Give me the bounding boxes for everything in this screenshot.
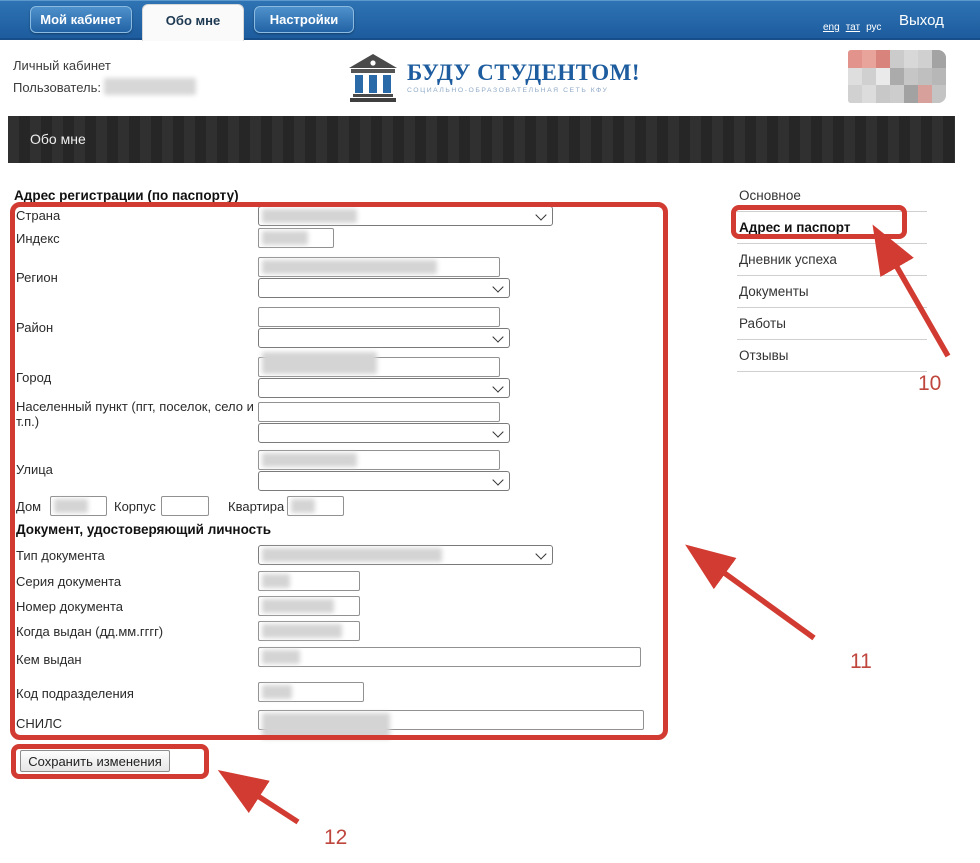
doc-number-input[interactable] bbox=[258, 596, 360, 616]
address-heading: Адрес регистрации (по паспорту) bbox=[14, 188, 239, 203]
chevron-down-icon bbox=[535, 209, 546, 220]
apartment-input[interactable] bbox=[287, 496, 344, 516]
redacted-value bbox=[262, 713, 390, 739]
sidebar-menu bbox=[737, 180, 927, 372]
building-label: Корпус bbox=[114, 499, 156, 514]
redacted-value bbox=[262, 352, 377, 374]
avatar-pixel bbox=[918, 50, 932, 68]
snils-label: СНИЛС bbox=[16, 716, 63, 731]
avatar-pixel bbox=[904, 85, 918, 103]
settlement-label: Населенный пункт (пгт, поселок, село и т.п.) bbox=[16, 399, 254, 429]
avatar-pixel bbox=[890, 85, 904, 103]
sidebar-item-reviews[interactable]: Отзывы bbox=[737, 340, 927, 372]
avatar-pixel bbox=[848, 50, 862, 68]
street-label: Улица bbox=[16, 462, 53, 477]
avatar-pixel bbox=[876, 85, 890, 103]
chevron-down-icon bbox=[492, 474, 503, 485]
district-label: Район bbox=[16, 320, 54, 335]
city-label: Город bbox=[16, 370, 52, 385]
site-logo[interactable] bbox=[347, 52, 640, 102]
redacted-value bbox=[262, 574, 290, 588]
redacted-username bbox=[104, 78, 196, 95]
avatar-pixel bbox=[848, 68, 862, 86]
avatar-pixel bbox=[862, 68, 876, 86]
tab-settings[interactable]: Настройки bbox=[254, 6, 354, 33]
save-button[interactable]: Сохранить изменения bbox=[20, 750, 170, 772]
section-title: Обо мне bbox=[30, 131, 86, 147]
postal-index-input[interactable] bbox=[258, 228, 334, 248]
chevron-down-icon bbox=[492, 281, 503, 292]
region-label: Регион bbox=[16, 270, 58, 285]
redacted-value bbox=[262, 650, 300, 664]
avatar-pixel bbox=[862, 50, 876, 68]
logo-subtitle: СОЦИАЛЬНО-ОБРАЗОВАТЕЛЬНАЯ СЕТЬ КФУ bbox=[407, 86, 609, 94]
avatar-pixel bbox=[876, 68, 890, 86]
district-input[interactable] bbox=[258, 307, 500, 327]
chevron-down-icon bbox=[535, 548, 546, 559]
doc-issued-by-input[interactable] bbox=[258, 647, 641, 667]
redacted-value bbox=[262, 260, 437, 274]
sidebar-item-works[interactable]: Работы bbox=[737, 308, 927, 340]
chevron-down-icon bbox=[492, 426, 503, 437]
doc-issue-date-input[interactable] bbox=[258, 621, 360, 641]
doc-type-label: Тип документа bbox=[16, 548, 105, 563]
redacted-value bbox=[262, 599, 334, 613]
lang-link-eng[interactable]: eng bbox=[823, 22, 840, 33]
avatar-pixel bbox=[890, 68, 904, 86]
redacted-value bbox=[291, 499, 315, 513]
avatar-pixel bbox=[904, 68, 918, 86]
country-label: Страна bbox=[16, 208, 61, 223]
sidebar-item-documents[interactable]: Документы bbox=[737, 276, 927, 308]
lang-link-tat[interactable]: тат bbox=[845, 22, 861, 33]
settlement-select[interactable] bbox=[258, 423, 510, 443]
section-bar bbox=[8, 116, 955, 163]
logo-title: БУДУ СТУДЕНТОМ! bbox=[407, 59, 641, 85]
house-label: Дом bbox=[16, 499, 42, 514]
avatar-pixel bbox=[918, 68, 932, 86]
redacted-value bbox=[54, 499, 88, 513]
redacted-value bbox=[262, 453, 357, 467]
sidebar-item-main[interactable]: Основное bbox=[737, 180, 927, 212]
logout-link[interactable]: Выход bbox=[899, 12, 944, 29]
university-building-icon bbox=[347, 52, 399, 102]
avatar-pixel bbox=[876, 50, 890, 68]
language-switcher bbox=[823, 22, 887, 33]
sidebar-item-address-passport[interactable]: Адрес и паспорт bbox=[737, 212, 927, 244]
avatar-pixel bbox=[932, 50, 946, 68]
avatar[interactable] bbox=[848, 50, 946, 103]
doc-unit-code-label: Код подразделения bbox=[16, 686, 134, 701]
redacted-value bbox=[262, 685, 292, 699]
sidebar-item-success-diary[interactable]: Дневник успеха bbox=[737, 244, 927, 276]
avatar-pixel bbox=[848, 85, 862, 103]
redacted-value bbox=[262, 209, 357, 223]
city-input[interactable] bbox=[258, 357, 500, 377]
doc-unit-code-input[interactable] bbox=[258, 682, 364, 702]
apartment-label: Квартира bbox=[228, 499, 285, 514]
doc-issued-by-label: Кем выдан bbox=[16, 652, 82, 667]
doc-issue-date-label: Когда выдан (дд.мм.гггг) bbox=[16, 624, 164, 639]
city-select[interactable] bbox=[258, 378, 510, 398]
region-select[interactable] bbox=[258, 278, 510, 298]
cabinet-label: Личный кабинет bbox=[13, 58, 111, 73]
snils-input[interactable] bbox=[258, 710, 644, 730]
top-navigation-bar bbox=[0, 0, 980, 40]
doc-series-label: Серия документа bbox=[16, 574, 122, 589]
tab-about-me[interactable]: Обо мне bbox=[142, 4, 244, 41]
settlement-input[interactable] bbox=[258, 402, 500, 422]
annotation-number-10: 10 bbox=[918, 372, 942, 395]
district-select[interactable] bbox=[258, 328, 510, 348]
street-select[interactable] bbox=[258, 471, 510, 491]
redacted-value bbox=[262, 231, 308, 245]
house-input[interactable] bbox=[50, 496, 107, 516]
chevron-down-icon bbox=[492, 381, 503, 392]
user-label: Пользователь: bbox=[13, 80, 101, 95]
street-input[interactable] bbox=[258, 450, 500, 470]
arrow-12 bbox=[227, 776, 298, 822]
annotation-number-11: 11 bbox=[850, 650, 872, 673]
doc-series-input[interactable] bbox=[258, 571, 360, 591]
lang-link-rus[interactable]: рус bbox=[866, 22, 882, 33]
doc-type-select[interactable] bbox=[258, 545, 553, 565]
redacted-value bbox=[262, 624, 342, 638]
doc-number-label: Номер документа bbox=[16, 599, 124, 614]
chevron-down-icon bbox=[492, 331, 503, 342]
avatar-pixel bbox=[932, 68, 946, 86]
avatar-pixel bbox=[932, 85, 946, 103]
region-input[interactable] bbox=[258, 257, 500, 277]
postal-index-label: Индекс bbox=[16, 231, 60, 246]
document-heading: Документ, удостоверяющий личность bbox=[16, 522, 272, 537]
avatar-pixel bbox=[904, 50, 918, 68]
annotation-number-12: 12 bbox=[324, 826, 348, 849]
arrow-11 bbox=[694, 551, 814, 638]
redacted-value bbox=[262, 548, 442, 562]
avatar-pixel bbox=[862, 85, 876, 103]
avatar-pixel bbox=[918, 85, 932, 103]
country-select[interactable] bbox=[258, 206, 553, 226]
building-input[interactable] bbox=[161, 496, 209, 516]
avatar-pixel bbox=[890, 50, 904, 68]
tab-my-cabinet[interactable]: Мой кабинет bbox=[30, 6, 132, 33]
